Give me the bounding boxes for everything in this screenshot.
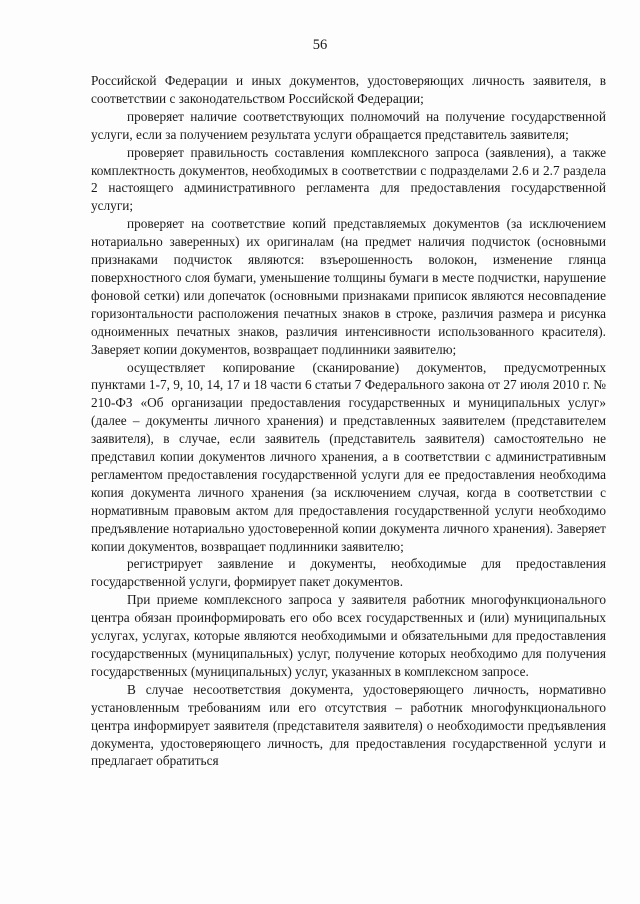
- paragraph: осуществляет копирование (сканирование) документов, предусмотренных пунктами 1-7, 9, 10, 14, 17 и 18 части 6 статьи 7 Федерального закона от 27 июля 2010 г. № 210-ФЗ «Об организации предоставления государственных и муниципальных услуг» (далее – документы личного хранения) и представленных заявителем (представителем заявителя), в случае, если заявитель (представитель заявителя) самостоятельно не представил копии документов личного хранения, а в соответствии с административным регламентом предоставления государственной услуги для ее предоставления необходима копия документа личного хранения (за исключением случая, когда в соответствии с нормативным правовым актом для предоставления государственной услуги необходимо предъявление нотариально удостоверенной копии документа личного хранения). Заверяет копии документов, возвращает подлинники заявителю;: [91, 359, 606, 554]
- paragraph: проверяет на соответствие копий представляемых документов (за исключением нотариально заверенных) их оригиналам (на предмет наличия подчисток (основными признаками подчисток являются: взъерошенность волокон, изменение глянца поверхностного слоя бумаги, уменьшение толщины бумаги в месте подчистки, нарушение фоновой сетки) или допечаток (основными признаками приписок являются несовпадение горизонтальности расположения печатных знаков в строке, различия размера и рисунка одноименных печатных знаков, различия интенсивности использованного красителя). Заверяет копии документов, возвращает подлинники заявителю;: [91, 216, 606, 357]
- paragraph: При приеме комплексного запроса у заявителя работник многофункционального центра обязан проинформировать его обо всех государственных и (или) муниципальных услугах, услугах, которые являются необходимыми и обязательными для предоставления государственных (муниципальных) услуг, получение которых необходимо для получения государственных (муниципальных) услуг, указанных в комплексном запросе.: [91, 592, 606, 679]
- paragraph: В случае несоответствия документа, удостоверяющего личность, нормативно установленным требованиям или его отсутствия – работник многофункционального центра информирует заявителя (представителя заявителя) о необходимости предъявления документа, удостоверяющего личность, для предоставления государственной услуги и предлагает обратиться: [91, 681, 606, 769]
- paragraph: проверяет правильность составления комплексного запроса (заявления), а также комплектность документов, необходимых в соответствии с подразделами 2.6 и 2.7 раздела 2 настоящего административного регламента для предоставления государственной услуги;: [91, 144, 606, 214]
- paragraph: проверяет наличие соответствующих полномочий на получение государственной услуги, если за получением результата услуги обращается представитель заявителя;: [91, 108, 606, 142]
- page-number: 56: [312, 37, 328, 53]
- body-text: [91, 72, 606, 770]
- paragraph: регистрирует заявление и документы, необходимые для предоставления государственной услуги, формирует пакет документов.: [91, 556, 606, 590]
- paragraph: Российской Федерации и иных документов, удостоверяющих личность заявителя, в соответствии с законодательством Российской Федерации;: [91, 73, 606, 106]
